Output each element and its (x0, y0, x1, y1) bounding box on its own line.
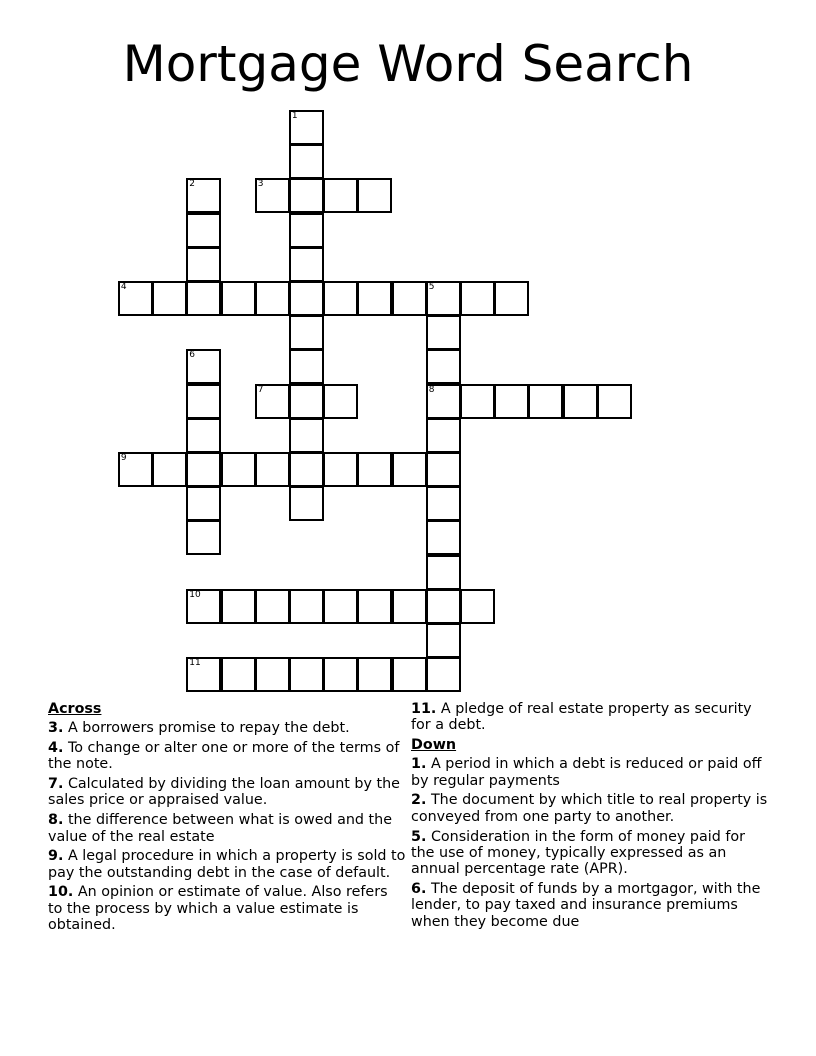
grid-cell[interactable] (186, 281, 221, 316)
clue-number-label: 6 (189, 350, 196, 361)
grid-cell[interactable] (460, 281, 495, 316)
grid-cell[interactable] (289, 247, 324, 282)
clue-number-label: 1 (291, 111, 298, 121)
clue-number: 7. (48, 776, 64, 793)
grid-cell[interactable] (426, 418, 461, 453)
grid-cell[interactable] (392, 589, 427, 624)
grid-cell[interactable] (289, 315, 324, 350)
clue-item (411, 756, 771, 789)
grid-cell[interactable] (426, 623, 461, 658)
clue-number-label: 10 (189, 589, 201, 600)
grid-cell[interactable] (289, 178, 324, 213)
grid-cell[interactable] (255, 589, 290, 624)
clue-number: 3. (48, 720, 64, 737)
grid-cell[interactable] (426, 657, 461, 692)
grid-cell[interactable] (255, 384, 290, 419)
grid-cell[interactable] (323, 178, 358, 213)
grid-cell[interactable] (255, 178, 290, 213)
across-heading: Across (48, 701, 102, 717)
grid-cell[interactable] (426, 589, 461, 624)
clue-number: 8. (48, 812, 64, 829)
grid-cell[interactable] (323, 281, 358, 316)
grid-cell[interactable] (118, 281, 153, 316)
grid-cell[interactable] (357, 589, 392, 624)
grid-cell[interactable] (255, 657, 290, 692)
grid-cell[interactable] (289, 213, 324, 248)
grid-cell[interactable] (186, 418, 221, 453)
grid-cell[interactable] (392, 281, 427, 316)
grid-cell[interactable] (357, 178, 392, 213)
grid-cell[interactable] (426, 555, 461, 590)
page-title: Mortgage Word Search (122, 35, 694, 93)
clue-number-label: 4 (120, 282, 127, 292)
grid-cell[interactable] (460, 589, 495, 624)
clues-left-column (48, 701, 406, 937)
grid-cell[interactable] (289, 281, 324, 316)
clue-number: 1. (411, 756, 427, 773)
grid-cell[interactable] (563, 384, 598, 419)
grid-cell[interactable] (289, 589, 324, 624)
grid-cell[interactable] (289, 349, 324, 384)
clue-item (48, 848, 406, 881)
clue-item (411, 881, 771, 930)
grid-cell[interactable] (323, 452, 358, 487)
clue-number-label: 2 (189, 179, 196, 190)
grid-cell[interactable] (357, 657, 392, 692)
clue-item (411, 792, 771, 825)
grid-cell[interactable] (392, 657, 427, 692)
grid-cell[interactable] (323, 589, 358, 624)
clue-text: An opinion or estimate of value. Also refers to the process by which a value estimate is obtained. (48, 884, 388, 934)
grid-cell[interactable] (357, 452, 392, 487)
grid-cell[interactable] (186, 247, 221, 282)
clue-number: 4. (48, 740, 64, 757)
grid-cell[interactable] (426, 452, 461, 487)
grid-cell[interactable] (152, 281, 187, 316)
clue-number-label: 5 (428, 282, 435, 292)
clue-number: 10. (48, 884, 74, 901)
grid-cell[interactable] (357, 281, 392, 316)
down-clue-list (411, 756, 771, 929)
grid-cell[interactable] (186, 178, 221, 213)
clue-number: 6. (411, 880, 427, 897)
grid-cell[interactable] (221, 589, 256, 624)
clues-right-column (411, 701, 771, 933)
clue-number-label: 8 (428, 384, 435, 395)
across-clue-list (48, 720, 406, 933)
clue-number: 2. (411, 792, 427, 809)
clue-item (411, 701, 771, 734)
grid-cell[interactable] (186, 452, 221, 487)
grid-cell[interactable] (597, 384, 632, 419)
clue-text: Calculated by dividing the loan amount by the sales price or appraised value. (48, 776, 400, 809)
clue-item (411, 829, 771, 878)
clue-number-label: 3 (257, 179, 264, 190)
clue-text: A pledge of real estate property as security for a debt. (411, 701, 752, 734)
down-heading: Down (411, 737, 457, 754)
clue-text: A period in which a debt is reduced or paid off by regular payments (411, 756, 762, 789)
clue-item (48, 812, 406, 845)
grid-cell[interactable] (323, 657, 358, 692)
grid-cell[interactable] (323, 384, 358, 419)
clue-number: 9. (48, 848, 64, 865)
grid-cell[interactable] (186, 349, 221, 384)
clue-text: The document by which title to real property is conveyed from one party to another. (411, 792, 768, 825)
grid-cell[interactable] (221, 657, 256, 692)
grid-cell[interactable] (426, 520, 461, 555)
grid-cell[interactable] (392, 452, 427, 487)
across-clue-list-continued (411, 701, 771, 734)
grid-cell[interactable] (186, 213, 221, 248)
grid-cell[interactable] (528, 384, 563, 419)
grid-cell[interactable] (255, 281, 290, 316)
grid-cell[interactable] (186, 384, 221, 419)
grid-cell[interactable] (426, 486, 461, 521)
grid-cell[interactable] (152, 452, 187, 487)
clue-text: To change or alter one or more of the terms of the note. (48, 740, 400, 773)
clue-text: the difference between what is owed and the value of the real estate (48, 812, 393, 845)
clue-number-label: 7 (257, 384, 264, 395)
grid-cell[interactable] (186, 657, 221, 692)
clue-number: 11. (411, 701, 437, 717)
grid-cell[interactable] (426, 281, 461, 316)
grid-cell[interactable] (186, 520, 221, 555)
grid-cell[interactable] (289, 110, 324, 145)
clue-number-label: 9 (120, 453, 127, 463)
grid-cell[interactable] (221, 281, 256, 316)
clue-text: The deposit of funds by a mortgagor, with the lender, to pay taxed and insurance premiums when they become due (411, 880, 761, 930)
grid-cell[interactable] (426, 349, 461, 384)
clue-text: Consideration in the form of money paid for the use of money, typically expressed as an annual percentage rate (APR). (411, 828, 746, 878)
clue-number: 5. (411, 828, 427, 845)
grid-cell[interactable] (289, 657, 324, 692)
grid-cell[interactable] (255, 452, 290, 487)
clue-item (48, 884, 406, 933)
clue-number-label: 11 (189, 658, 201, 669)
grid-cell[interactable] (186, 486, 221, 521)
grid-cell[interactable] (426, 315, 461, 350)
clue-text: A borrowers promise to repay the debt. (67, 720, 350, 737)
grid-cell[interactable] (289, 486, 324, 521)
grid-cell[interactable] (289, 384, 324, 419)
grid-cell[interactable] (494, 281, 529, 316)
grid-cell[interactable] (494, 384, 529, 419)
grid-cell[interactable] (186, 589, 221, 624)
grid-cell[interactable] (426, 384, 461, 419)
grid-cell[interactable] (460, 384, 495, 419)
clue-text: A legal procedure in which a property is sold to pay the outstanding debt in the case of default. (48, 848, 406, 881)
grid-cell[interactable] (289, 144, 324, 179)
clue-item (48, 740, 406, 773)
grid-cell[interactable] (118, 452, 153, 487)
grid-cell[interactable] (289, 452, 324, 487)
grid-cell[interactable] (221, 452, 256, 487)
clue-item (48, 720, 406, 736)
clue-item (48, 776, 406, 809)
grid-cell[interactable] (289, 418, 324, 453)
